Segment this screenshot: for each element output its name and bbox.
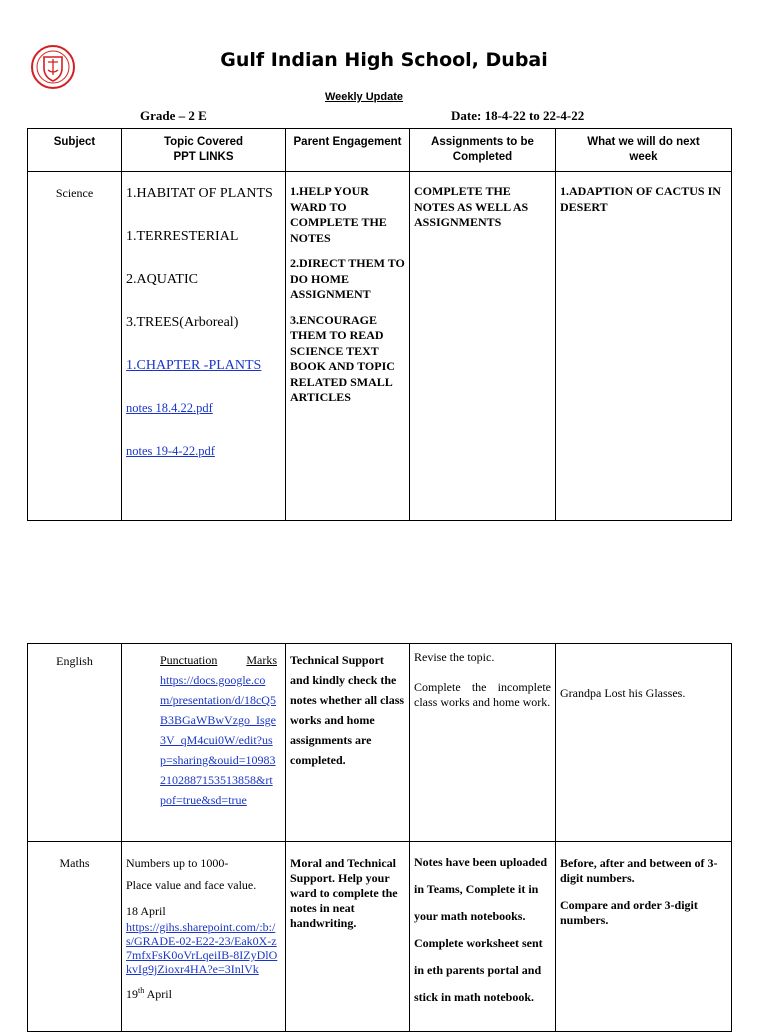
maths-next-week: Before, after and between of 3-digit numbers. Compare and order 3-digit numbers.: [556, 842, 732, 1032]
science-topics: [122, 172, 286, 521]
subject-english: English: [28, 644, 122, 842]
weekly-update-table: [27, 128, 732, 521]
table-row-science: [28, 172, 732, 521]
date-range: Date: 18-4-22 to 22-4-22: [451, 108, 585, 123]
grade-label: Grade – 2 E: [140, 108, 207, 123]
maths-date-19th: 19th April: [126, 986, 172, 1001]
science-assignments: COMPLETE THE NOTES AS WELL AS ASSIGNMENTS: [410, 172, 556, 521]
table-header-row: [28, 129, 732, 172]
english-topic: [122, 644, 286, 842]
notes-18-4-link[interactable]: notes 18.4.22.pdf: [126, 401, 213, 415]
parent-item: 3.ENCOURAGE THEM TO READ SCIENCE TEXT BOOK AND TOPIC RELATED SMALL ARTICLES: [290, 312, 395, 404]
school-name: Gulf Indian High School, Dubai: [220, 49, 548, 71]
maths-parent-engagement: Moral and Technical Support. Help your ward to complete the notes in neat handwriting.: [286, 842, 410, 1032]
table-row-maths: [28, 842, 732, 1032]
subject-maths: Maths: [28, 842, 122, 1032]
weekly-update-table-continued: [27, 643, 732, 1032]
table-row-english: [28, 644, 732, 842]
english-parent-engagement: Technical Support and kindly check the notes whether all class works and home assignments are completed.: [286, 644, 410, 842]
header-topic: Topic Covered PPT LINKS: [122, 129, 286, 172]
maths-assignments: Notes have been uploaded in Teams, Complete it in your math notebooks. Complete worksheet sent in eth parents portal and stick in math notebook.: [410, 842, 556, 1032]
parent-item: 2.DIRECT THEM TO DO HOME ASSIGNMENT: [290, 256, 405, 301]
header-next-week: What we will do next week: [556, 129, 732, 172]
science-next-week: 1.ADAPTION OF CACTUS IN DESERT: [556, 172, 732, 521]
notes-19-4-link[interactable]: notes 19-4-22.pdf: [126, 444, 215, 458]
header-parent-engagement: Parent Engagement: [286, 129, 410, 172]
header-subject: Subject: [28, 129, 122, 172]
topic-item: 2.AQUATIC: [126, 272, 198, 287]
english-next-week: Grandpa Lost his Glasses.: [556, 644, 732, 842]
subject-science: Science: [28, 172, 122, 521]
parent-item: 1.HELP YOUR WARD TO COMPLETE THE NOTES: [290, 184, 387, 245]
maths-notes-link[interactable]: https://gihs.sharepoint.com/:b:/s/GRADE-02-E22-23/Eak0X-z7mfxFsK0oVrLqeiIB-8IZyDlOkvIg9jZioxr4HA?e=3InlVk: [126, 920, 278, 976]
header-assignments: Assignments to be Completed: [410, 129, 556, 172]
english-topic-title: Punctuation Marks: [160, 653, 277, 667]
chapter-plants-link[interactable]: 1.CHAPTER -PLANTS: [126, 358, 262, 373]
topic-item: 1.HABITAT OF PLANTS: [126, 186, 273, 201]
english-ppt-link[interactable]: https://docs.google.com/presentation/d/18cQ5B3BGaWBwVzgo_Isge3V_qM4cui0W/edit?usp=sharing&ouid=109832102887153513858&rtpof=true&sd=true: [160, 673, 276, 807]
maths-topic: Numbers up to 1000- Place value and face value. 18 April https://gihs.sharepoint.com/:b:/s/GRADE-02-E22-23/Eak0X-z7mfxFsK0oVrLqeiIB-8IZyDlOkvIg9jZioxr4HA?e=3InlVk 19th April: [122, 842, 286, 1032]
topic-item: 1.TERRESTERIAL: [126, 229, 239, 244]
weekly-update-heading: Weekly Update: [324, 91, 404, 103]
english-assignments: Revise the topic. Complete the incomplete class works and home work.: [410, 644, 556, 842]
topic-item: 3.TREES(Arboreal): [126, 315, 239, 330]
science-parent-engagement: [286, 172, 410, 521]
